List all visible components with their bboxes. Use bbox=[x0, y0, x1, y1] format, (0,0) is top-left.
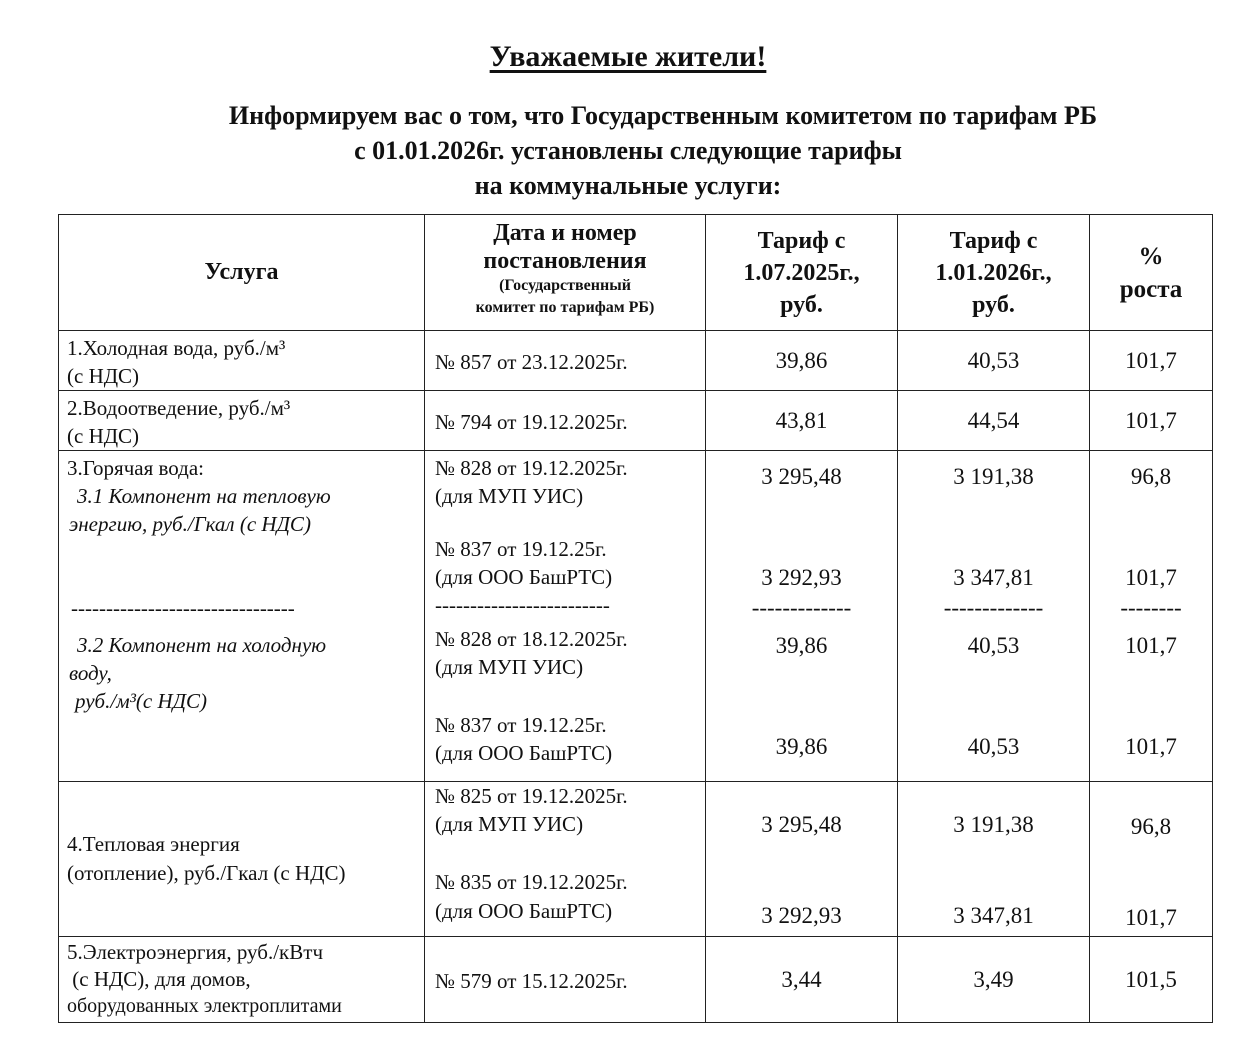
table-row bbox=[59, 331, 1213, 391]
growth-cell: 101,5 bbox=[1090, 937, 1213, 1023]
resolution-number: № 825 от 19.12.2025г. bbox=[435, 784, 628, 808]
service-note: оборудованных электроплитами bbox=[67, 995, 342, 1017]
header-resolution-note: (Государственный bbox=[499, 277, 631, 294]
growth-value: 96,8 bbox=[1130, 814, 1172, 839]
header-resolution bbox=[425, 215, 706, 331]
intro-line: Информируем вас о том, что Государственным комитетом по тарифам РБ bbox=[228, 101, 1098, 130]
resolution-org: (для ООО БашРТС) bbox=[435, 741, 613, 765]
resolution-cell bbox=[425, 451, 706, 782]
header-tariff-old-line: Тариф с bbox=[757, 227, 846, 254]
tariff-old-cell bbox=[706, 782, 898, 937]
tariff-value: 3 292,93 bbox=[761, 565, 842, 590]
table-row bbox=[59, 937, 1213, 1023]
header-growth-line: % bbox=[1138, 242, 1164, 270]
tariff-value: 3 295,48 bbox=[761, 464, 842, 489]
header-resolution-line: постановления bbox=[483, 248, 647, 274]
resolution-number: № 837 от 19.12.25г. bbox=[435, 537, 607, 561]
tariff-value: 40,53 bbox=[967, 734, 1020, 759]
resolution-org: (для МУП УИС) bbox=[435, 655, 584, 679]
divider-dashes: -------- bbox=[1120, 595, 1182, 620]
tariff-value: 3 292,93 bbox=[761, 903, 842, 928]
intro-text bbox=[0, 98, 1240, 203]
service-note: (с НДС) bbox=[67, 364, 140, 388]
resolution-cell bbox=[425, 782, 706, 937]
growth-value: 96,8 bbox=[1130, 464, 1172, 489]
table-row bbox=[59, 782, 1213, 937]
service-cell bbox=[59, 782, 425, 937]
table-row bbox=[59, 391, 1213, 451]
resolution-number: № 835 от 19.12.2025г. bbox=[435, 870, 628, 894]
tariff-value: 39,86 bbox=[775, 734, 828, 759]
divider-dashes: ------------- bbox=[751, 595, 852, 620]
resolution-number: № 837 от 19.12.25г. bbox=[435, 713, 607, 737]
tariff-old-cell: 39,86 bbox=[706, 331, 898, 391]
service-subitem: руб./м³(с НДС) bbox=[75, 689, 207, 713]
resolution-cell: № 579 от 15.12.2025г. bbox=[425, 937, 706, 1023]
resolution-cell: № 857 от 23.12.2025г. bbox=[425, 331, 706, 391]
resolution-number: № 828 от 19.12.2025г. bbox=[435, 456, 628, 480]
service-subitem: воду, bbox=[69, 661, 112, 685]
header-tariff-old-line: руб. bbox=[780, 291, 823, 318]
resolution-cell: № 794 от 19.12.2025г. bbox=[425, 391, 706, 451]
intro-line: с 01.01.2026г. установлены следующие тарифы bbox=[354, 136, 902, 165]
growth-cell: 101,7 bbox=[1090, 391, 1213, 451]
tariff-value: 39,86 bbox=[775, 633, 828, 658]
divider-dashes: -------------------------------- bbox=[71, 596, 295, 620]
tariff-value: 3 295,48 bbox=[761, 812, 842, 837]
service-cell bbox=[59, 451, 425, 782]
header-growth bbox=[1090, 215, 1213, 331]
tariff-new-cell bbox=[898, 451, 1090, 782]
service-note: (с НДС) bbox=[67, 424, 140, 448]
tariff-value: 3 347,81 bbox=[953, 903, 1034, 928]
header-tariff-new-line: руб. bbox=[972, 291, 1015, 318]
service-name: 4.Тепловая энергия bbox=[67, 832, 240, 856]
growth-cell bbox=[1090, 451, 1213, 782]
tariff-old-cell: 3,44 bbox=[706, 937, 898, 1023]
growth-value: 101,7 bbox=[1125, 734, 1177, 759]
header-tariff-old bbox=[706, 215, 898, 331]
service-name: 2.Водоотведение, руб./м³ bbox=[67, 396, 291, 420]
divider-dashes: ------------- bbox=[943, 595, 1044, 620]
growth-value: 101,7 bbox=[1125, 905, 1177, 930]
resolution-org: (для МУП УИС) bbox=[435, 484, 584, 508]
divider-dashes: ------------------------- bbox=[435, 593, 610, 617]
growth-cell: 101,7 bbox=[1090, 331, 1213, 391]
service-note: (с НДС), для домов, bbox=[67, 967, 251, 991]
tariffs-table bbox=[58, 214, 1213, 1023]
header-growth-line: роста bbox=[1119, 275, 1183, 303]
resolution-org: (для МУП УИС) bbox=[435, 812, 584, 836]
growth-value: 101,7 bbox=[1125, 633, 1177, 658]
service-cell bbox=[59, 937, 425, 1023]
service-name: 1.Холодная вода, руб./м³ bbox=[67, 336, 286, 360]
tariff-new-cell: 40,53 bbox=[898, 331, 1090, 391]
tariff-value: 3 191,38 bbox=[953, 464, 1034, 489]
service-name: 5.Электроэнергия, руб./кВтч bbox=[67, 940, 323, 964]
tariff-old-cell: 43,81 bbox=[706, 391, 898, 451]
header-resolution-note: комитет по тарифам РБ) bbox=[475, 299, 655, 316]
table-row bbox=[59, 451, 1213, 782]
service-note: (отопление), руб./Гкал (с НДС) bbox=[67, 861, 346, 885]
service-subitem: 3.2 Компонент на холодную bbox=[77, 633, 327, 657]
service-cell bbox=[59, 331, 425, 391]
header-service: Услуга bbox=[59, 215, 425, 331]
service-subitem: 3.1 Компонент на тепловую bbox=[77, 484, 331, 508]
header-tariff-new bbox=[898, 215, 1090, 331]
tariff-new-cell: 3,49 bbox=[898, 937, 1090, 1023]
service-cell bbox=[59, 391, 425, 451]
tariff-new-cell: 44,54 bbox=[898, 391, 1090, 451]
resolution-number: № 828 от 18.12.2025г. bbox=[435, 627, 628, 651]
service-name: 3.Горячая вода: bbox=[67, 456, 205, 480]
header-tariff-new-line: 1.01.2026г., bbox=[935, 259, 1052, 286]
header-tariff-new-line: Тариф с bbox=[949, 227, 1038, 254]
tariff-value: 40,53 bbox=[967, 633, 1020, 658]
header-resolution-line: Дата и номер bbox=[493, 220, 637, 246]
tariff-value: 3 191,38 bbox=[953, 812, 1034, 837]
growth-cell bbox=[1090, 782, 1213, 937]
tariff-new-cell bbox=[898, 782, 1090, 937]
intro-line: на коммунальные услуги: bbox=[474, 171, 782, 200]
tariff-old-cell bbox=[706, 451, 898, 782]
resolution-org: (для ООО БашРТС) bbox=[435, 565, 613, 589]
service-subitem: энергию, руб./Гкал (с НДС) bbox=[69, 512, 311, 536]
table-header-row bbox=[59, 215, 1213, 331]
tariff-value: 3 347,81 bbox=[953, 565, 1034, 590]
header-tariff-old-line: 1.07.2025г., bbox=[743, 259, 860, 286]
resolution-org: (для ООО БашРТС) bbox=[435, 899, 613, 923]
growth-value: 101,7 bbox=[1125, 565, 1177, 590]
page-title: Уважаемые жители! bbox=[489, 40, 767, 73]
